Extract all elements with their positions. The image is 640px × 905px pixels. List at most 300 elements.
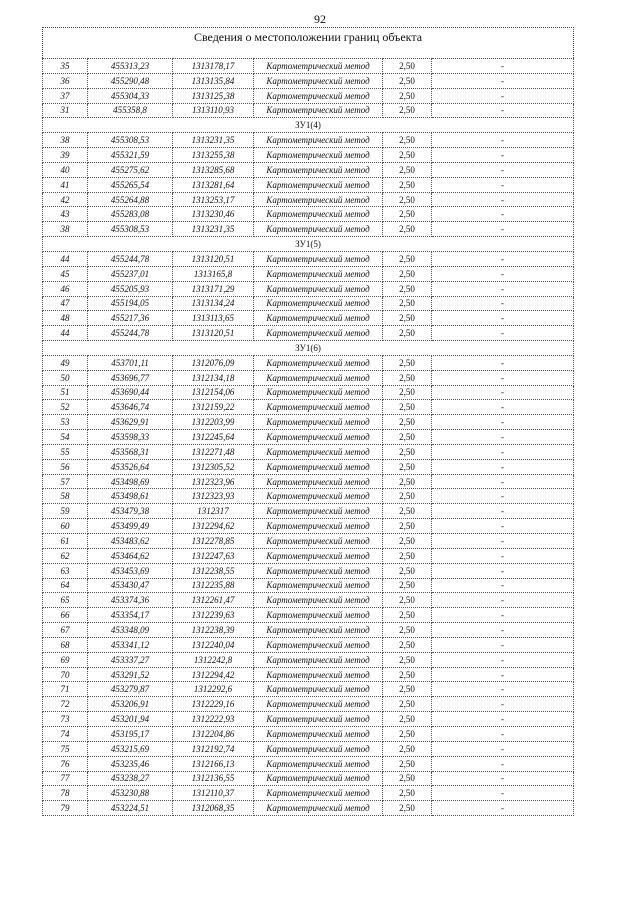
coordinate-x: 453224,51 bbox=[88, 801, 173, 816]
method-cell: Картометрический метод bbox=[254, 726, 383, 741]
table-row bbox=[43, 593, 574, 608]
accuracy-cell: 2,50 bbox=[383, 192, 432, 207]
coordinate-x: 453479,38 bbox=[88, 504, 173, 519]
accuracy-cell: 2,50 bbox=[383, 474, 432, 489]
method-cell: Картометрический метод bbox=[254, 73, 383, 88]
point-number: 38 bbox=[43, 133, 88, 148]
method-cell: Картометрический метод bbox=[254, 786, 383, 801]
coordinate-y: 1312204,86 bbox=[173, 726, 254, 741]
coordinate-y: 1312292,6 bbox=[173, 682, 254, 697]
table-row bbox=[43, 548, 574, 563]
coordinate-y: 1312245,64 bbox=[173, 430, 254, 445]
coordinate-x: 453374,36 bbox=[88, 593, 173, 608]
description-cell: - bbox=[432, 637, 574, 652]
coordinates-sheet bbox=[42, 27, 574, 816]
coordinate-y: 1313120,51 bbox=[173, 326, 254, 341]
coordinate-x: 455275,62 bbox=[88, 162, 173, 177]
description-cell: - bbox=[432, 504, 574, 519]
coordinate-y: 1313285,68 bbox=[173, 162, 254, 177]
method-cell: Картометрический метод bbox=[254, 623, 383, 638]
table-row bbox=[43, 756, 574, 771]
point-number: 39 bbox=[43, 148, 88, 163]
method-cell: Картометрический метод bbox=[254, 266, 383, 281]
coordinate-y: 1312229,16 bbox=[173, 697, 254, 712]
section-label: ЗУ1(6) bbox=[43, 341, 574, 356]
table-row bbox=[43, 326, 574, 341]
point-number: 46 bbox=[43, 281, 88, 296]
point-number: 36 bbox=[43, 73, 88, 88]
method-cell: Картометрический метод bbox=[254, 519, 383, 534]
table-row bbox=[43, 459, 574, 474]
method-cell: Картометрический метод bbox=[254, 103, 383, 118]
coordinate-y: 1312159,22 bbox=[173, 400, 254, 415]
coordinate-x: 455194,05 bbox=[88, 296, 173, 311]
accuracy-cell: 2,50 bbox=[383, 207, 432, 222]
coordinate-y: 1312235,88 bbox=[173, 578, 254, 593]
table-row bbox=[43, 59, 574, 74]
coordinate-x: 453341,12 bbox=[88, 637, 173, 652]
coordinate-y: 1312222,93 bbox=[173, 712, 254, 727]
method-cell: Картометрический метод bbox=[254, 578, 383, 593]
coordinate-y: 1313165,8 bbox=[173, 266, 254, 281]
coordinate-x: 455358,8 bbox=[88, 103, 173, 118]
accuracy-cell: 2,50 bbox=[383, 519, 432, 534]
method-cell: Картометрический метод bbox=[254, 593, 383, 608]
accuracy-cell: 2,50 bbox=[383, 801, 432, 816]
accuracy-cell: 2,50 bbox=[383, 534, 432, 549]
point-number: 68 bbox=[43, 637, 88, 652]
accuracy-cell: 2,50 bbox=[383, 578, 432, 593]
coordinate-y: 1312305,52 bbox=[173, 459, 254, 474]
point-number: 66 bbox=[43, 608, 88, 623]
description-cell: - bbox=[432, 652, 574, 667]
description-cell: - bbox=[432, 548, 574, 563]
point-number: 78 bbox=[43, 786, 88, 801]
table-row bbox=[43, 623, 574, 638]
description-cell: - bbox=[432, 519, 574, 534]
coordinate-y: 1312136,55 bbox=[173, 771, 254, 786]
coordinate-y: 1313253,17 bbox=[173, 192, 254, 207]
coordinate-x: 453526,64 bbox=[88, 459, 173, 474]
coordinate-x: 455265,54 bbox=[88, 177, 173, 192]
table-row bbox=[43, 786, 574, 801]
point-number: 48 bbox=[43, 311, 88, 326]
coordinate-y: 1312068,35 bbox=[173, 801, 254, 816]
table-row bbox=[43, 266, 574, 281]
method-cell: Картометрический метод bbox=[254, 88, 383, 103]
table-row bbox=[43, 474, 574, 489]
coordinate-x: 453701,11 bbox=[88, 355, 173, 370]
description-cell: - bbox=[432, 59, 574, 74]
description-cell: - bbox=[432, 726, 574, 741]
table-row bbox=[43, 207, 574, 222]
description-cell: - bbox=[432, 88, 574, 103]
section-label: ЗУ1(5) bbox=[43, 237, 574, 252]
method-cell: Картометрический метод bbox=[254, 608, 383, 623]
accuracy-cell: 2,50 bbox=[383, 73, 432, 88]
coordinates-table bbox=[42, 58, 574, 816]
point-number: 37 bbox=[43, 88, 88, 103]
method-cell: Картометрический метод bbox=[254, 459, 383, 474]
coordinate-x: 455304,33 bbox=[88, 88, 173, 103]
table-row bbox=[43, 534, 574, 549]
point-number: 71 bbox=[43, 682, 88, 697]
method-cell: Картометрический метод bbox=[254, 133, 383, 148]
coordinate-y: 1312192,74 bbox=[173, 741, 254, 756]
accuracy-cell: 2,50 bbox=[383, 59, 432, 74]
coordinate-y: 1312203,99 bbox=[173, 415, 254, 430]
coordinate-y: 1313135,84 bbox=[173, 73, 254, 88]
table-row bbox=[43, 697, 574, 712]
point-number: 51 bbox=[43, 385, 88, 400]
point-number: 65 bbox=[43, 593, 88, 608]
description-cell: - bbox=[432, 326, 574, 341]
accuracy-cell: 2,50 bbox=[383, 370, 432, 385]
coordinate-y: 1312076,09 bbox=[173, 355, 254, 370]
table-row bbox=[43, 726, 574, 741]
coordinate-x: 455244,78 bbox=[88, 251, 173, 266]
table-row bbox=[43, 311, 574, 326]
description-cell: - bbox=[432, 444, 574, 459]
coordinate-x: 453598,33 bbox=[88, 430, 173, 445]
point-number: 74 bbox=[43, 726, 88, 741]
accuracy-cell: 2,50 bbox=[383, 444, 432, 459]
table-row bbox=[43, 133, 574, 148]
point-number: 57 bbox=[43, 474, 88, 489]
accuracy-cell: 2,50 bbox=[383, 281, 432, 296]
description-cell: - bbox=[432, 578, 574, 593]
coordinate-x: 453499,49 bbox=[88, 519, 173, 534]
coordinate-y: 1313230,46 bbox=[173, 207, 254, 222]
description-cell: - bbox=[432, 266, 574, 281]
coordinate-x: 453235,46 bbox=[88, 756, 173, 771]
table-row bbox=[43, 637, 574, 652]
table-row bbox=[43, 103, 574, 118]
description-cell: - bbox=[432, 222, 574, 237]
point-number: 79 bbox=[43, 801, 88, 816]
accuracy-cell: 2,50 bbox=[383, 741, 432, 756]
coordinate-x: 453348,09 bbox=[88, 623, 173, 638]
coordinate-y: 1312247,63 bbox=[173, 548, 254, 563]
coordinate-y: 1312110,37 bbox=[173, 786, 254, 801]
method-cell: Картометрический метод bbox=[254, 192, 383, 207]
description-cell: - bbox=[432, 400, 574, 415]
point-number: 38 bbox=[43, 222, 88, 237]
coordinate-x: 453498,61 bbox=[88, 489, 173, 504]
point-number: 53 bbox=[43, 415, 88, 430]
section-row bbox=[43, 341, 574, 356]
coordinate-y: 1313178,17 bbox=[173, 59, 254, 74]
description-cell: - bbox=[432, 311, 574, 326]
coordinate-x: 453279,87 bbox=[88, 682, 173, 697]
description-cell: - bbox=[432, 177, 574, 192]
table-row bbox=[43, 73, 574, 88]
accuracy-cell: 2,50 bbox=[383, 608, 432, 623]
table-row bbox=[43, 400, 574, 415]
description-cell: - bbox=[432, 103, 574, 118]
accuracy-cell: 2,50 bbox=[383, 296, 432, 311]
accuracy-cell: 2,50 bbox=[383, 593, 432, 608]
coordinate-x: 453238,27 bbox=[88, 771, 173, 786]
point-number: 41 bbox=[43, 177, 88, 192]
accuracy-cell: 2,50 bbox=[383, 266, 432, 281]
point-number: 67 bbox=[43, 623, 88, 638]
table-row bbox=[43, 430, 574, 445]
coordinate-y: 1313125,38 bbox=[173, 88, 254, 103]
coordinate-y: 1312294,42 bbox=[173, 667, 254, 682]
accuracy-cell: 2,50 bbox=[383, 563, 432, 578]
coordinate-x: 455313,23 bbox=[88, 59, 173, 74]
description-cell: - bbox=[432, 593, 574, 608]
coordinate-y: 1313171,29 bbox=[173, 281, 254, 296]
accuracy-cell: 2,50 bbox=[383, 682, 432, 697]
coordinate-y: 1313120,51 bbox=[173, 251, 254, 266]
method-cell: Картометрический метод bbox=[254, 548, 383, 563]
coordinate-x: 453696,77 bbox=[88, 370, 173, 385]
coordinate-x: 453291,52 bbox=[88, 667, 173, 682]
accuracy-cell: 2,50 bbox=[383, 326, 432, 341]
coordinate-y: 1312239,63 bbox=[173, 608, 254, 623]
point-number: 60 bbox=[43, 519, 88, 534]
description-cell: - bbox=[432, 370, 574, 385]
accuracy-cell: 2,50 bbox=[383, 177, 432, 192]
coordinate-x: 453498,69 bbox=[88, 474, 173, 489]
description-cell: - bbox=[432, 148, 574, 163]
coordinate-x: 453337,27 bbox=[88, 652, 173, 667]
description-cell: - bbox=[432, 459, 574, 474]
coordinate-y: 1313113,65 bbox=[173, 311, 254, 326]
table-row bbox=[43, 355, 574, 370]
table-row bbox=[43, 251, 574, 266]
method-cell: Картометрический метод bbox=[254, 207, 383, 222]
point-number: 70 bbox=[43, 667, 88, 682]
accuracy-cell: 2,50 bbox=[383, 88, 432, 103]
point-number: 72 bbox=[43, 697, 88, 712]
point-number: 64 bbox=[43, 578, 88, 593]
table-row bbox=[43, 222, 574, 237]
coordinate-y: 1313134,24 bbox=[173, 296, 254, 311]
point-number: 31 bbox=[43, 103, 88, 118]
method-cell: Картометрический метод bbox=[254, 177, 383, 192]
accuracy-cell: 2,50 bbox=[383, 162, 432, 177]
point-number: 58 bbox=[43, 489, 88, 504]
description-cell: - bbox=[432, 296, 574, 311]
coordinate-y: 1312240,04 bbox=[173, 637, 254, 652]
accuracy-cell: 2,50 bbox=[383, 489, 432, 504]
method-cell: Картометрический метод bbox=[254, 682, 383, 697]
point-number: 62 bbox=[43, 548, 88, 563]
coordinate-x: 453230,88 bbox=[88, 786, 173, 801]
method-cell: Картометрический метод bbox=[254, 281, 383, 296]
coordinate-x: 453646,74 bbox=[88, 400, 173, 415]
accuracy-cell: 2,50 bbox=[383, 415, 432, 430]
accuracy-cell: 2,50 bbox=[383, 251, 432, 266]
point-number: 44 bbox=[43, 251, 88, 266]
method-cell: Картометрический метод bbox=[254, 741, 383, 756]
description-cell: - bbox=[432, 474, 574, 489]
point-number: 77 bbox=[43, 771, 88, 786]
method-cell: Картометрический метод bbox=[254, 563, 383, 578]
description-cell: - bbox=[432, 251, 574, 266]
description-cell: - bbox=[432, 741, 574, 756]
accuracy-cell: 2,50 bbox=[383, 504, 432, 519]
table-row bbox=[43, 385, 574, 400]
coordinate-y: 1312154,06 bbox=[173, 385, 254, 400]
point-number: 35 bbox=[43, 59, 88, 74]
point-number: 59 bbox=[43, 504, 88, 519]
table-row bbox=[43, 563, 574, 578]
coordinate-x: 453568,31 bbox=[88, 444, 173, 459]
description-cell: - bbox=[432, 801, 574, 816]
description-cell: - bbox=[432, 355, 574, 370]
point-number: 43 bbox=[43, 207, 88, 222]
page-number: 92 bbox=[314, 12, 326, 26]
coordinate-x: 453453,69 bbox=[88, 563, 173, 578]
method-cell: Картометрический метод bbox=[254, 355, 383, 370]
method-cell: Картометрический метод bbox=[254, 296, 383, 311]
coordinate-x: 455244,78 bbox=[88, 326, 173, 341]
method-cell: Картометрический метод bbox=[254, 771, 383, 786]
description-cell: - bbox=[432, 786, 574, 801]
table-row bbox=[43, 519, 574, 534]
method-cell: Картометрический метод bbox=[254, 756, 383, 771]
table-row bbox=[43, 281, 574, 296]
coordinate-x: 453464,62 bbox=[88, 548, 173, 563]
coordinate-x: 455308,53 bbox=[88, 133, 173, 148]
table-row bbox=[43, 88, 574, 103]
point-number: 56 bbox=[43, 459, 88, 474]
coordinate-y: 1313255,38 bbox=[173, 148, 254, 163]
description-cell: - bbox=[432, 697, 574, 712]
description-cell: - bbox=[432, 534, 574, 549]
coordinate-x: 455205,93 bbox=[88, 281, 173, 296]
method-cell: Картометрический метод bbox=[254, 59, 383, 74]
accuracy-cell: 2,50 bbox=[383, 385, 432, 400]
accuracy-cell: 2,50 bbox=[383, 786, 432, 801]
point-number: 55 bbox=[43, 444, 88, 459]
point-number: 73 bbox=[43, 712, 88, 727]
point-number: 42 bbox=[43, 192, 88, 207]
coordinate-y: 1312317 bbox=[173, 504, 254, 519]
description-cell: - bbox=[432, 73, 574, 88]
accuracy-cell: 2,50 bbox=[383, 400, 432, 415]
accuracy-cell: 2,50 bbox=[383, 726, 432, 741]
method-cell: Картометрический метод bbox=[254, 712, 383, 727]
point-number: 40 bbox=[43, 162, 88, 177]
coordinate-x: 455308,53 bbox=[88, 222, 173, 237]
accuracy-cell: 2,50 bbox=[383, 623, 432, 638]
table-row bbox=[43, 162, 574, 177]
description-cell: - bbox=[432, 385, 574, 400]
method-cell: Картометрический метод bbox=[254, 326, 383, 341]
point-number: 47 bbox=[43, 296, 88, 311]
table-row bbox=[43, 415, 574, 430]
table-row bbox=[43, 296, 574, 311]
table-row bbox=[43, 578, 574, 593]
coordinate-y: 1312323,93 bbox=[173, 489, 254, 504]
description-cell: - bbox=[432, 207, 574, 222]
method-cell: Картометрический метод bbox=[254, 251, 383, 266]
method-cell: Картометрический метод bbox=[254, 504, 383, 519]
method-cell: Картометрический метод bbox=[254, 148, 383, 163]
method-cell: Картометрический метод bbox=[254, 162, 383, 177]
coordinate-x: 455283,08 bbox=[88, 207, 173, 222]
coordinate-y: 1312261,47 bbox=[173, 593, 254, 608]
method-cell: Картометрический метод bbox=[254, 430, 383, 445]
accuracy-cell: 2,50 bbox=[383, 712, 432, 727]
method-cell: Картометрический метод bbox=[254, 400, 383, 415]
table-row bbox=[43, 712, 574, 727]
table-row bbox=[43, 148, 574, 163]
accuracy-cell: 2,50 bbox=[383, 697, 432, 712]
method-cell: Картометрический метод bbox=[254, 534, 383, 549]
coordinate-x: 455217,36 bbox=[88, 311, 173, 326]
description-cell: - bbox=[432, 430, 574, 445]
point-number: 52 bbox=[43, 400, 88, 415]
accuracy-cell: 2,50 bbox=[383, 222, 432, 237]
accuracy-cell: 2,50 bbox=[383, 311, 432, 326]
coordinate-y: 1313110,93 bbox=[173, 103, 254, 118]
coordinate-y: 1313281,64 bbox=[173, 177, 254, 192]
description-cell: - bbox=[432, 756, 574, 771]
description-cell: - bbox=[432, 608, 574, 623]
accuracy-cell: 2,50 bbox=[383, 133, 432, 148]
coordinate-x: 453629,91 bbox=[88, 415, 173, 430]
table-title: Сведения о местоположении границ объекта bbox=[42, 27, 574, 58]
coordinate-x: 453690,44 bbox=[88, 385, 173, 400]
coordinate-x: 453430,47 bbox=[88, 578, 173, 593]
accuracy-cell: 2,50 bbox=[383, 667, 432, 682]
table-row bbox=[43, 652, 574, 667]
method-cell: Картометрический метод bbox=[254, 474, 383, 489]
section-label: ЗУ1(4) bbox=[43, 118, 574, 133]
accuracy-cell: 2,50 bbox=[383, 652, 432, 667]
accuracy-cell: 2,50 bbox=[383, 148, 432, 163]
point-number: 44 bbox=[43, 326, 88, 341]
method-cell: Картометрический метод bbox=[254, 311, 383, 326]
coordinate-x: 453201,94 bbox=[88, 712, 173, 727]
table-row bbox=[43, 192, 574, 207]
method-cell: Картометрический метод bbox=[254, 652, 383, 667]
coordinate-x: 455237,01 bbox=[88, 266, 173, 281]
description-cell: - bbox=[432, 192, 574, 207]
point-number: 49 bbox=[43, 355, 88, 370]
method-cell: Картометрический метод bbox=[254, 697, 383, 712]
coordinate-y: 1312238,55 bbox=[173, 563, 254, 578]
point-number: 61 bbox=[43, 534, 88, 549]
accuracy-cell: 2,50 bbox=[383, 771, 432, 786]
coordinate-y: 1313231,35 bbox=[173, 222, 254, 237]
table-row bbox=[43, 444, 574, 459]
point-number: 63 bbox=[43, 563, 88, 578]
coordinate-y: 1312278,85 bbox=[173, 534, 254, 549]
accuracy-cell: 2,50 bbox=[383, 756, 432, 771]
table-row bbox=[43, 771, 574, 786]
point-number: 45 bbox=[43, 266, 88, 281]
accuracy-cell: 2,50 bbox=[383, 103, 432, 118]
accuracy-cell: 2,50 bbox=[383, 637, 432, 652]
coordinate-x: 455264,88 bbox=[88, 192, 173, 207]
method-cell: Картометрический метод bbox=[254, 222, 383, 237]
description-cell: - bbox=[432, 667, 574, 682]
method-cell: Картометрический метод bbox=[254, 385, 383, 400]
description-cell: - bbox=[432, 415, 574, 430]
coordinate-x: 455321,59 bbox=[88, 148, 173, 163]
coordinate-x: 453206,91 bbox=[88, 697, 173, 712]
coordinate-x: 453354,17 bbox=[88, 608, 173, 623]
table-row bbox=[43, 682, 574, 697]
method-cell: Картометрический метод bbox=[254, 415, 383, 430]
